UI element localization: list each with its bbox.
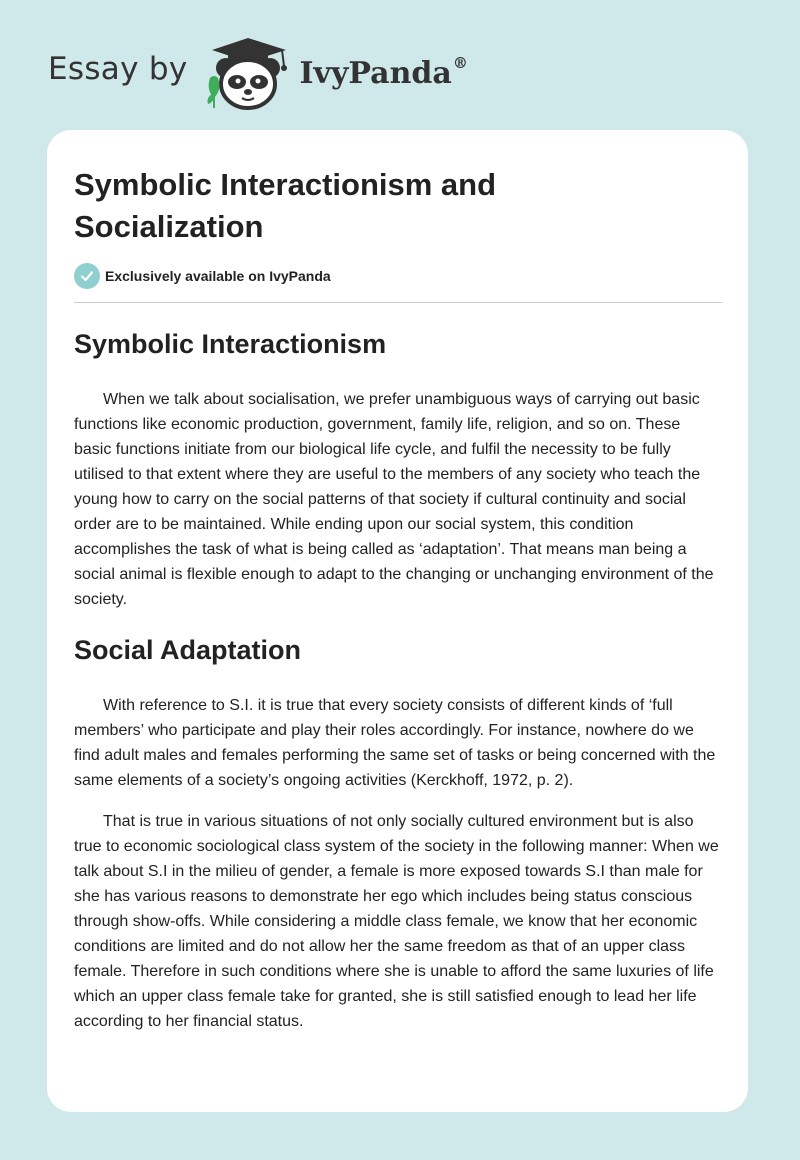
section-heading: Social Adaptation <box>74 635 302 665</box>
article-title: Symbolic Interactionism and Socialization <box>74 167 497 244</box>
brand-name: IvyPanda® <box>299 53 468 91</box>
section-heading: Symbolic Interactionism <box>74 329 387 359</box>
paragraph: That is true in various situations of not only socially cultured environment but is also true to economic sociological class system of the society in the following manner: When we talk about S.I in the milieu of gender, a female is more exposed towards S.I than male for she has various reasons to demonstrate her ego which includes being status conscious through show-offs. While considering a middle class female, we know that her economic conditions are limited and do not allow her the same freedom as that of an upper class female. Therefore in such conditions where she is unable to afford the same luxuries of life which an upper class female take for granted, she is still satisfied enough to lead her life according to her financial status. <box>74 813 719 1030</box>
panda-logo-icon <box>202 32 294 112</box>
paragraph: With reference to S.I. it is true that every society consists of different kinds of ‘full members’ who participate and play their roles accordingly. For instance, nowhere do we find adult males and females performing the same set of tasks or being concerned with the same elements of a society’s ongoing activities (Kerckhoff, 1972, p. 2). <box>74 697 716 789</box>
paragraph: When we talk about socialisation, we prefer unambiguous ways of carrying out basic functions like economic production, government, family life, religion, and so on. These basic functions initiate from our biological life cycle, and fulfil the necessity to be fully utilised to that extent where they are useful to the members of any society who teach the young how to carry on the social patterns of that society if cultural continuity and social order are to be maintained. While ending upon our social system, this condition accomplishes the task of what is being called as ‘adaptation’. That means man being a social animal is flexible enough to adapt to the changing or unchanging environment of the society. <box>74 391 714 608</box>
title-divider <box>74 302 722 303</box>
registered-mark: ® <box>452 53 468 72</box>
article-card <box>47 130 748 1112</box>
exclusive-badge <box>74 263 331 289</box>
essay-by-label: Essay by <box>48 51 188 87</box>
check-icon <box>74 263 100 289</box>
article-body <box>74 324 722 1034</box>
site-header <box>48 32 468 112</box>
exclusive-label: Exclusively available on IvyPanda <box>105 268 331 284</box>
